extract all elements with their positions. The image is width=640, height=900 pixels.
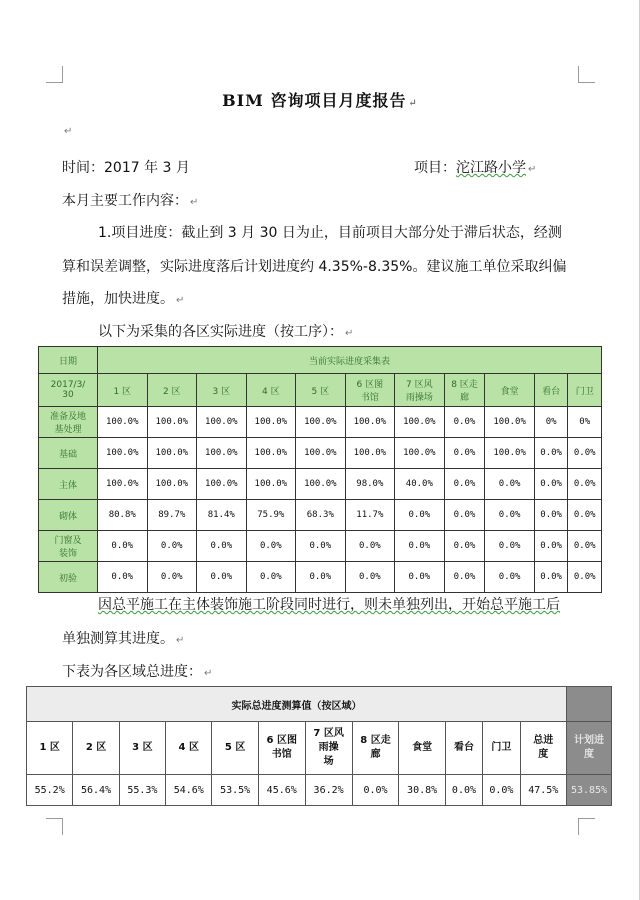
table-cell[interactable]: 0.0% [485, 500, 535, 531]
table-row [39, 562, 602, 593]
table-cell[interactable]: 0.0% [395, 531, 445, 562]
table-cell[interactable]: 0.0% [568, 562, 602, 593]
table-row [39, 531, 602, 562]
table-cell[interactable]: 0.0% [345, 562, 395, 593]
table-cell[interactable]: 100.0% [485, 438, 535, 469]
table-cell[interactable]: 100.0% [246, 469, 296, 500]
table-cell[interactable]: 0.0% [444, 438, 485, 469]
table2-column-header: 食堂 [399, 722, 445, 775]
table-cell[interactable]: 100.0% [296, 407, 346, 438]
table-cell[interactable]: 0.0% [352, 775, 399, 806]
table-cell[interactable]: 0.0% [534, 500, 568, 531]
table-cell[interactable]: 0.0% [395, 500, 445, 531]
table-cell[interactable]: 80.8% [98, 500, 148, 531]
progress-collection-table[interactable] [38, 346, 602, 593]
table1-date: 2017/3/ 30 [39, 374, 98, 407]
plan-progress-value[interactable]: 53.85% [567, 775, 612, 806]
table2-header: 实际总进度测算值（按区域） [27, 687, 567, 722]
table2-column-header: 2 区 [73, 722, 119, 775]
table2-column-header: 5 区 [212, 722, 258, 775]
table-cell[interactable]: 0.0% [444, 562, 485, 593]
table-cell[interactable]: 47.5% [520, 775, 566, 806]
table-cell[interactable]: 55.3% [119, 775, 165, 806]
table-cell[interactable]: 0.0% [485, 531, 535, 562]
table1-column-header: 1 区 [98, 374, 148, 407]
table1-column-header: 2 区 [147, 374, 197, 407]
table1-column-header: 门卫 [568, 374, 602, 407]
table-cell[interactable]: 0.0% [568, 469, 602, 500]
table-cell[interactable]: 0.0% [444, 500, 485, 531]
table-cell[interactable]: 100.0% [296, 438, 346, 469]
table-cell[interactable]: 0.0% [197, 531, 247, 562]
table-row [39, 500, 602, 531]
table-cell[interactable]: 0.0% [534, 562, 568, 593]
summary-heading[interactable]: 本月主要工作内容： ↵ [62, 193, 199, 209]
table-cell[interactable]: 0.0% [483, 775, 520, 806]
table1-column-header: 8 区走 廊 [444, 374, 485, 407]
table-cell[interactable]: 100.0% [147, 438, 197, 469]
table-cell[interactable]: 0.0% [296, 531, 346, 562]
table-cell[interactable]: 0.0% [246, 531, 296, 562]
table-cell[interactable]: 100.0% [147, 407, 197, 438]
table-cell[interactable]: 89.7% [147, 500, 197, 531]
row-label: 主体 [39, 469, 98, 500]
table-cell[interactable]: 55.2% [27, 775, 73, 806]
table-cell[interactable]: 40.0% [395, 469, 445, 500]
row-label: 砌体 [39, 500, 98, 531]
table-cell[interactable]: 100.0% [296, 469, 346, 500]
table2-column-header: 3 区 [119, 722, 165, 775]
table-cell[interactable]: 0.0% [98, 531, 148, 562]
table-cell[interactable]: 0% [534, 407, 568, 438]
table-cell[interactable]: 0.0% [246, 562, 296, 593]
table-cell[interactable]: 100.0% [98, 438, 148, 469]
table-cell[interactable]: 75.9% [246, 500, 296, 531]
table-cell[interactable]: 0.0% [444, 469, 485, 500]
table-cell[interactable]: 45.6% [258, 775, 305, 806]
table-cell[interactable]: 0.0% [444, 407, 485, 438]
table-cell[interactable]: 100.0% [246, 438, 296, 469]
total-progress-table[interactable] [26, 686, 612, 806]
row-label: 基础 [39, 438, 98, 469]
project-line[interactable]: 项目：沱江路小学 ↵ [414, 160, 537, 176]
table-row [39, 407, 602, 438]
table-cell[interactable]: 0.0% [444, 531, 485, 562]
table1-column-header: 5 区 [296, 374, 346, 407]
table-cell[interactable]: 0% [568, 407, 602, 438]
document-title[interactable]: BIM 咨询项目月度报告 ↵ [222, 91, 418, 110]
table2-column-header: 1 区 [27, 722, 73, 775]
table-cell[interactable]: 0.0% [147, 531, 197, 562]
table-cell[interactable]: 0.0% [345, 531, 395, 562]
table-cell[interactable]: 100.0% [197, 469, 247, 500]
crop-mark-top-right [578, 66, 595, 83]
crop-mark-top-left [46, 66, 63, 83]
table-cell[interactable]: 68.3% [296, 500, 346, 531]
table-cell[interactable]: 0.0% [485, 469, 535, 500]
table1-column-header: 3 区 [197, 374, 247, 407]
table-cell[interactable]: 53.5% [212, 775, 258, 806]
table-cell[interactable]: 0.0% [568, 531, 602, 562]
table-cell[interactable]: 0.0% [534, 531, 568, 562]
table2-column-header: 6 区图 书馆 [258, 722, 305, 775]
table-cell[interactable]: 100.0% [197, 407, 247, 438]
progress-paragraph-line-1[interactable]: 1.项目进度：截止到 3 月 30 日为止，目前项目大部分处于滞后状态，经测 [98, 225, 562, 241]
table-cell[interactable]: 100.0% [345, 407, 395, 438]
table2-column-header: 8 区走 廊 [352, 722, 399, 775]
table-cell[interactable]: 0.0% [395, 562, 445, 593]
table-cell[interactable]: 0.0% [534, 438, 568, 469]
table1-column-header: 食堂 [485, 374, 535, 407]
table-cell[interactable]: 100.0% [147, 469, 197, 500]
table-cell[interactable]: 98.0% [345, 469, 395, 500]
project-name: 沱江路小学 [456, 160, 526, 176]
row-label: 初验 [39, 562, 98, 593]
table-cell[interactable]: 0.0% [568, 438, 602, 469]
table2-plan-header-blank [567, 687, 612, 722]
table1-column-header: 6 区图 书馆 [345, 374, 395, 407]
table2-column-header: 4 区 [166, 722, 212, 775]
table-cell[interactable]: 100.0% [98, 407, 148, 438]
table-cell[interactable]: 100.0% [98, 469, 148, 500]
table1-corner: 日期 [39, 347, 98, 374]
table-cell[interactable]: 54.6% [166, 775, 212, 806]
row-label: 门窗及 装饰 [39, 531, 98, 562]
plan-progress-header: 计划进 度 [567, 722, 612, 775]
table-cell[interactable]: 0.0% [534, 469, 568, 500]
table-cell[interactable]: 100.0% [197, 438, 247, 469]
row-label: 准备及地 基处理 [39, 407, 98, 438]
table-cell[interactable]: 11.7% [345, 500, 395, 531]
table-cell[interactable]: 0.0% [147, 562, 197, 593]
table-cell[interactable]: 100.0% [485, 407, 535, 438]
table1-column-header: 7 区风 雨操场 [395, 374, 445, 407]
table2-column-header: 7 区风 雨操 场 [305, 722, 352, 775]
table-cell[interactable]: 0.0% [485, 562, 535, 593]
crop-mark-bottom-left [46, 818, 63, 835]
table-cell[interactable]: 0.0% [98, 562, 148, 593]
report-time[interactable]: 时间：2017 年 3 月 [62, 160, 190, 176]
table1-header: 当前实际进度采集表 [98, 347, 602, 374]
table-row [39, 469, 602, 500]
table2-column-header: 门卫 [483, 722, 520, 775]
table-cell[interactable]: 56.4% [73, 775, 119, 806]
table-cell[interactable]: 0.0% [296, 562, 346, 593]
table-cell[interactable]: 100.0% [345, 438, 395, 469]
table-cell[interactable]: 36.2% [305, 775, 352, 806]
table2-intro[interactable]: 下表为各区域总进度： ↵ [62, 664, 213, 680]
table-row [39, 438, 602, 469]
crop-mark-bottom-right [578, 818, 595, 835]
table1-intro[interactable]: 以下为采集的各区实际进度（按工序）： ↵ [98, 324, 354, 340]
progress-paragraph-line-2[interactable]: 算和误差调整，实际进度落后计划进度约 4.35%-8.35%。建议施工单位采取纠偏 [62, 259, 567, 275]
table-cell[interactable]: 100.0% [246, 407, 296, 438]
table-cell[interactable]: 100.0% [395, 438, 445, 469]
table-cell[interactable]: 100.0% [395, 407, 445, 438]
table2-column-header: 看台 [445, 722, 482, 775]
empty-paragraph[interactable]: ↵ [64, 126, 73, 137]
note-paragraph-line-2[interactable]: 单独测算其进度。 ↵ [62, 631, 185, 647]
table1-column-header: 4 区 [246, 374, 296, 407]
table2-column-header: 总进 度 [520, 722, 566, 775]
note-paragraph-line-1[interactable]: 因总平施工在主体装饰施工阶段同时进行，则未单独列出，开始总平施工后 [98, 597, 560, 613]
table-cell[interactable]: 30.8% [399, 775, 445, 806]
table-cell[interactable]: 81.4% [197, 500, 247, 531]
table-cell[interactable]: 0.0% [568, 500, 602, 531]
table-cell[interactable]: 0.0% [197, 562, 247, 593]
table1-column-header: 看台 [534, 374, 568, 407]
progress-paragraph-line-3[interactable]: 措施，加快进度。 ↵ [62, 291, 185, 307]
table-cell[interactable]: 0.0% [445, 775, 482, 806]
